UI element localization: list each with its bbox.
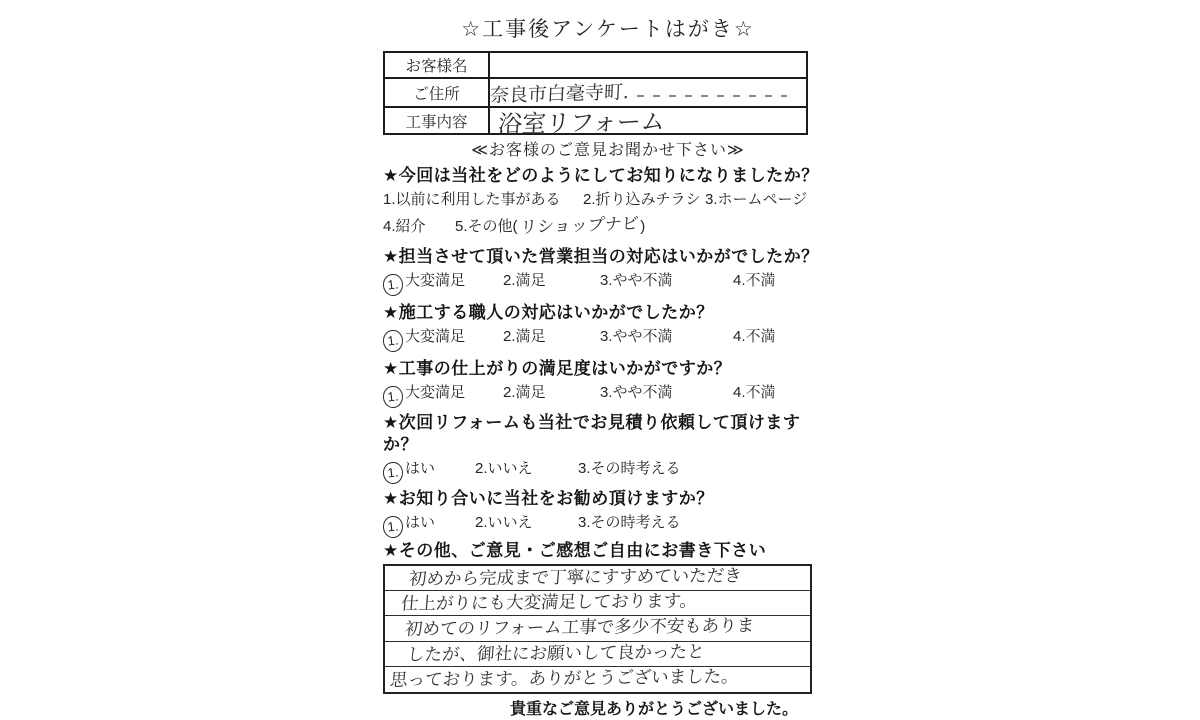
q4-option-4: 4.不満	[733, 384, 776, 401]
q3-option-4: 4.不満	[733, 328, 776, 345]
q1-option-5-suffix: )	[640, 218, 646, 235]
address-label: ご住所	[384, 78, 489, 107]
free-comment-box	[383, 564, 812, 694]
q5-option-2: 2.いいえ	[475, 460, 533, 477]
q2-option-2: 2.満足	[503, 272, 546, 289]
question-1-options-row-1	[383, 187, 833, 213]
comment-handwritten-line-3: 初めてのリフォーム工事で多少不安もありま	[404, 616, 755, 641]
redacted-scribble	[637, 95, 787, 97]
comment-handwritten-line-2: 仕上がりにも大変満足しております。	[400, 591, 698, 615]
table-row-customer-name	[384, 52, 807, 78]
q1-option-1: 1.以前に利用した事がある	[383, 191, 561, 208]
q4-option-1-label: 大変満足	[405, 384, 466, 401]
page-title: ☆工事後アンケートはがき☆	[461, 18, 755, 41]
closing-note: 貴重なご意見ありがとうございました。	[509, 700, 798, 718]
q5-option-1-label: はい	[405, 460, 436, 477]
address-handwritten: 奈良市白毫寺町.	[489, 81, 630, 107]
q3-option-1-selected	[383, 324, 503, 352]
comment-line	[385, 616, 810, 641]
q6-option-1-selected	[383, 510, 475, 538]
customer-name-label: お客様名	[384, 52, 489, 78]
q1-option-5-prefix: 5.その他(	[455, 218, 518, 235]
question-6-title: ★お知り合いに当社をお勧め頂けますか？	[383, 489, 714, 508]
table-row-work-content	[384, 107, 807, 134]
survey-postcard-scan	[383, 16, 833, 720]
address-cell	[489, 78, 807, 107]
q1-option-3: 3.ホームページ	[705, 191, 808, 208]
circled-answer-mark: 1.	[382, 461, 404, 485]
table-row-address	[384, 78, 807, 107]
question-2-options	[383, 268, 833, 296]
question-6-options	[383, 510, 833, 538]
circled-answer-mark: 1.	[382, 329, 404, 353]
q6-option-3: 3.その時考える	[578, 514, 681, 531]
circled-answer-mark: 1.	[382, 385, 404, 409]
q2-option-4: 4.不満	[733, 272, 776, 289]
comment-line	[385, 591, 810, 616]
q2-option-1-label: 大変満足	[405, 272, 466, 289]
q3-option-1-label: 大変満足	[405, 328, 466, 345]
comment-line	[385, 566, 810, 591]
work-content-cell	[489, 107, 807, 139]
question-3-options	[383, 324, 833, 352]
q6-option-2: 2.いいえ	[475, 514, 533, 531]
q5-option-3: 3.その時考える	[578, 460, 681, 477]
section-header: ≪お客様のご意見お聞かせ下さい≫	[471, 142, 745, 159]
comment-handwritten-line-5: 思っております。ありがとうございました。	[389, 666, 740, 691]
question-1-title: ★今回は当社をどのようにしてお知りになりましたか？	[383, 166, 819, 185]
comment-handwritten-line-1: 初めから完成まで丁寧にすすめていただき	[408, 566, 743, 590]
q6-option-1-label: はい	[405, 514, 436, 531]
work-content-handwritten: 浴室リフォーム	[497, 107, 666, 139]
q4-option-1-selected	[383, 380, 503, 408]
comment-line	[385, 667, 810, 692]
q2-option-3: 3.やや不満	[600, 272, 673, 289]
work-content-label: 工事内容	[384, 107, 489, 134]
question-4-title: ★工事の仕上がりの満足度はいかがですか？	[383, 359, 732, 378]
comment-line	[385, 642, 810, 667]
q1-option-5-handwritten-answer: リショップナビ	[518, 213, 639, 239]
customer-info-table	[383, 51, 808, 139]
question-7-title: ★その他、ご意見・ご感想ご自由にお書き下さい	[383, 541, 767, 560]
question-5-options	[383, 456, 833, 484]
circled-answer-mark: 1.	[382, 515, 404, 539]
q1-option-2: 2.折り込みチラシ	[583, 191, 701, 208]
question-5-title: ★次回リフォームも当社でお見積り依頼して頂けますか？	[383, 413, 801, 454]
customer-name-value	[489, 52, 807, 78]
q3-option-3: 3.やや不満	[600, 328, 673, 345]
q5-option-1-selected	[383, 456, 475, 484]
comment-handwritten-line-4: したが、御社にお願いして良かったと	[406, 641, 706, 666]
question-1-options-row-2	[383, 213, 833, 240]
q4-option-3: 3.やや不満	[600, 384, 673, 401]
q1-option-4: 4.紹介	[383, 218, 426, 235]
question-4-options	[383, 380, 833, 408]
question-2-title: ★担当させて頂いた営業担当の対応はいかがでしたか？	[383, 247, 819, 266]
q4-option-2: 2.満足	[503, 384, 546, 401]
q3-option-2: 2.満足	[503, 328, 546, 345]
q2-option-1-selected	[383, 268, 503, 296]
question-3-title: ★施工する職人の対応はいかがでしたか？	[383, 303, 714, 322]
circled-answer-mark: 1.	[382, 273, 404, 297]
